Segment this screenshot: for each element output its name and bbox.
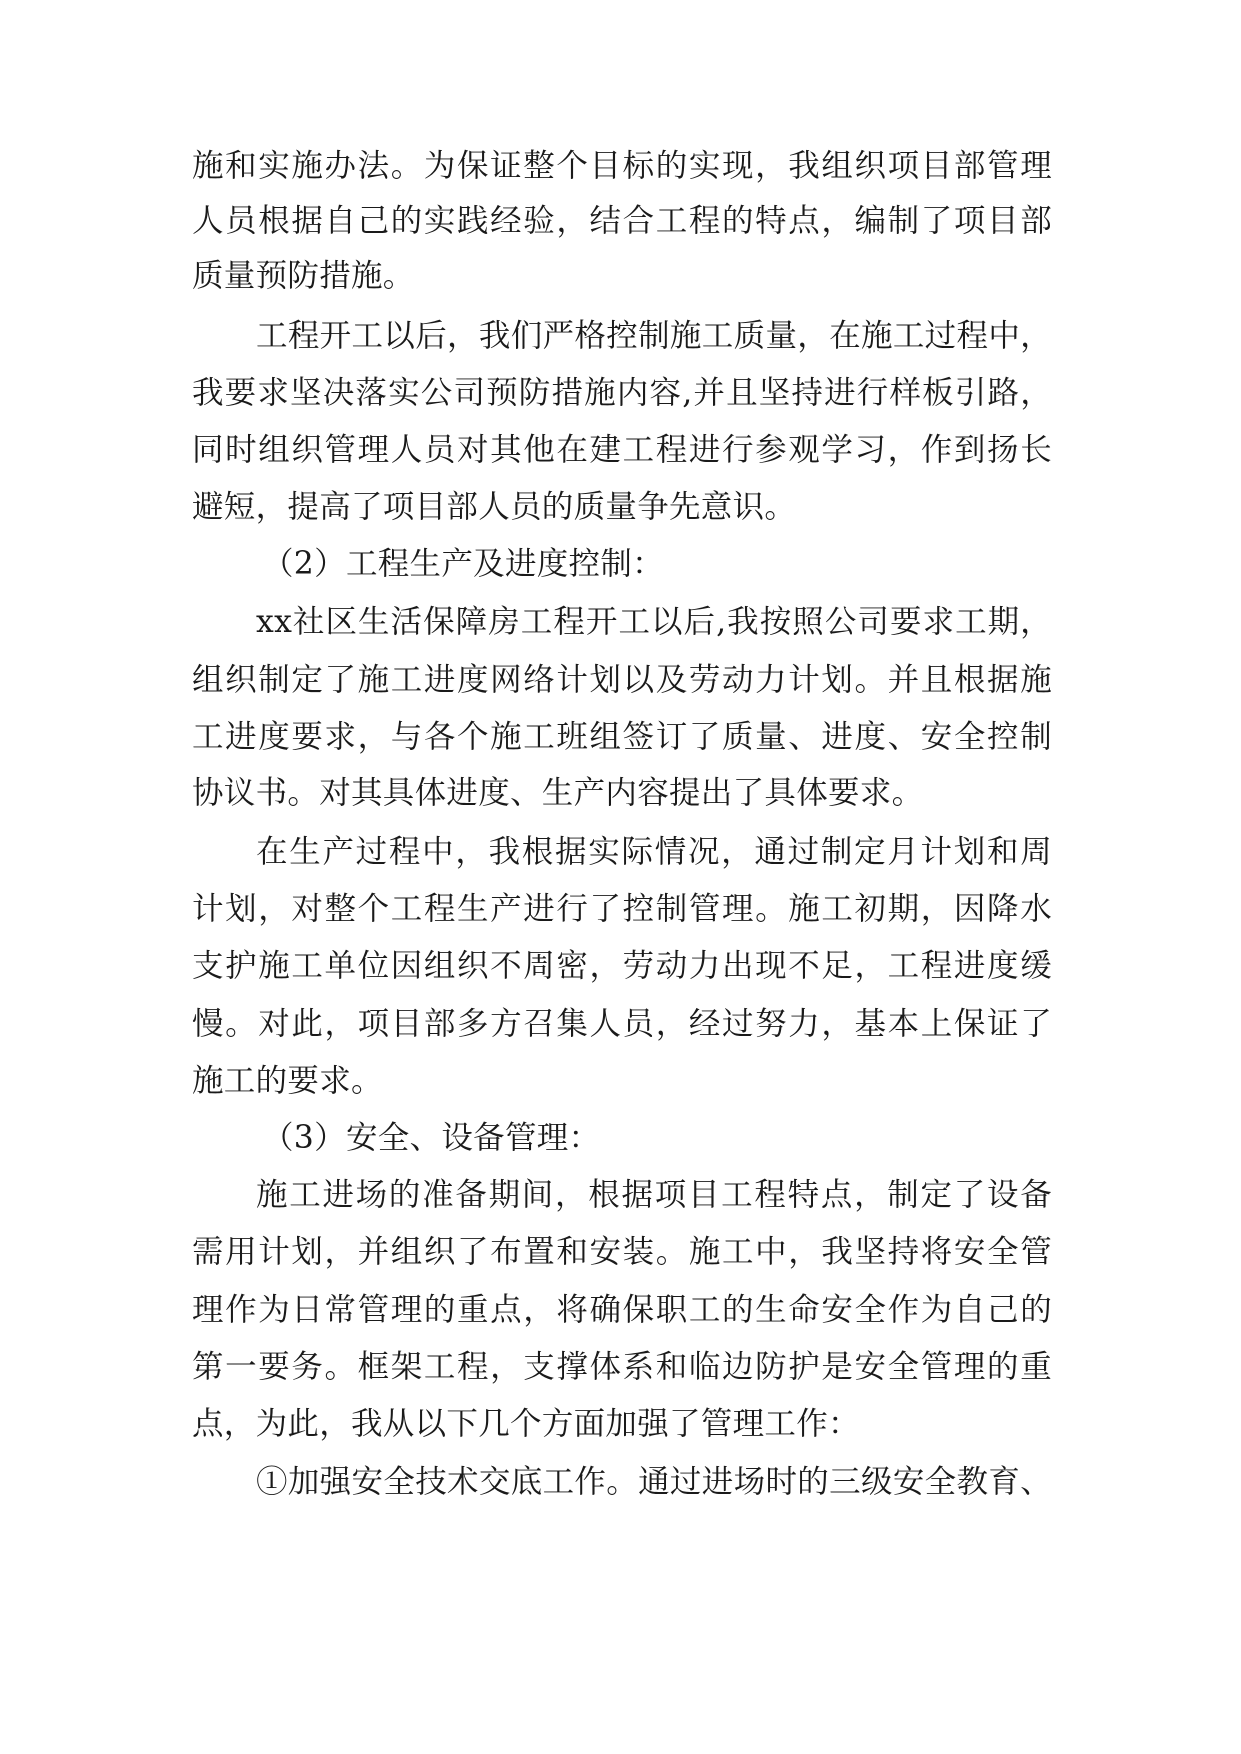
text-line: 工程开工以后，我们严格控制施工质量，在施工过程中， bbox=[256, 318, 1052, 354]
text-line: 施工的要求。 bbox=[192, 1063, 383, 1099]
text-line: 慢。对此，项目部多方召集人员，经过努力，基本上保证了 bbox=[192, 1006, 1052, 1042]
section-heading: （2）工程生产及进度控制： bbox=[262, 546, 664, 582]
text-line: xx社区生活保障房工程开工以后,我按照公司要求工期， bbox=[256, 604, 1052, 640]
text-line: 质量预防措施。 bbox=[192, 258, 415, 294]
text-line: 协议书。对其具体进度、生产内容提出了具体要求。 bbox=[192, 775, 924, 811]
text-line: 同时组织管理人员对其他在建工程进行参观学习，作到扬长 bbox=[192, 432, 1052, 468]
section-heading: （3）安全、设备管理： bbox=[262, 1120, 601, 1156]
text-line: 第一要务。框架工程，支撑体系和临边防护是安全管理的重 bbox=[192, 1349, 1052, 1385]
text-line: 理作为日常管理的重点，将确保职工的生命安全作为自己的 bbox=[192, 1292, 1052, 1328]
text-line: 支护施工单位因组织不周密，劳动力出现不足，工程进度缓 bbox=[192, 948, 1052, 984]
text-line: 计划，对整个工程生产进行了控制管理。施工初期，因降水 bbox=[192, 891, 1052, 927]
text-line: 人员根据自己的实践经验，结合工程的特点，编制了项目部 bbox=[192, 203, 1052, 239]
text-line: 点，为此，我从以下几个方面加强了管理工作： bbox=[192, 1406, 860, 1442]
text-line: 施工进场的准备期间，根据项目工程特点，制定了设备 bbox=[256, 1177, 1052, 1213]
text-line: 施和实施办法。为保证整个目标的实现，我组织项目部管理 bbox=[192, 148, 1052, 184]
text-line: 在生产过程中，我根据实际情况，通过制定月计划和周 bbox=[256, 834, 1052, 870]
text-line: 组织制定了施工进度网络计划以及劳动力计划。并且根据施 bbox=[192, 662, 1052, 698]
text-line: 避短，提高了项目部人员的质量争先意识。 bbox=[192, 489, 797, 525]
text-line: ①加强安全技术交底工作。通过进场时的三级安全教育、 bbox=[256, 1464, 1052, 1500]
text-line: 工进度要求，与各个施工班组签订了质量、进度、安全控制 bbox=[192, 719, 1052, 755]
text-line: 我要求坚决落实公司预防措施内容,并且坚持进行样板引路， bbox=[192, 375, 1052, 411]
text-line: 需用计划，并组织了布置和安装。施工中，我坚持将安全管 bbox=[192, 1234, 1052, 1270]
